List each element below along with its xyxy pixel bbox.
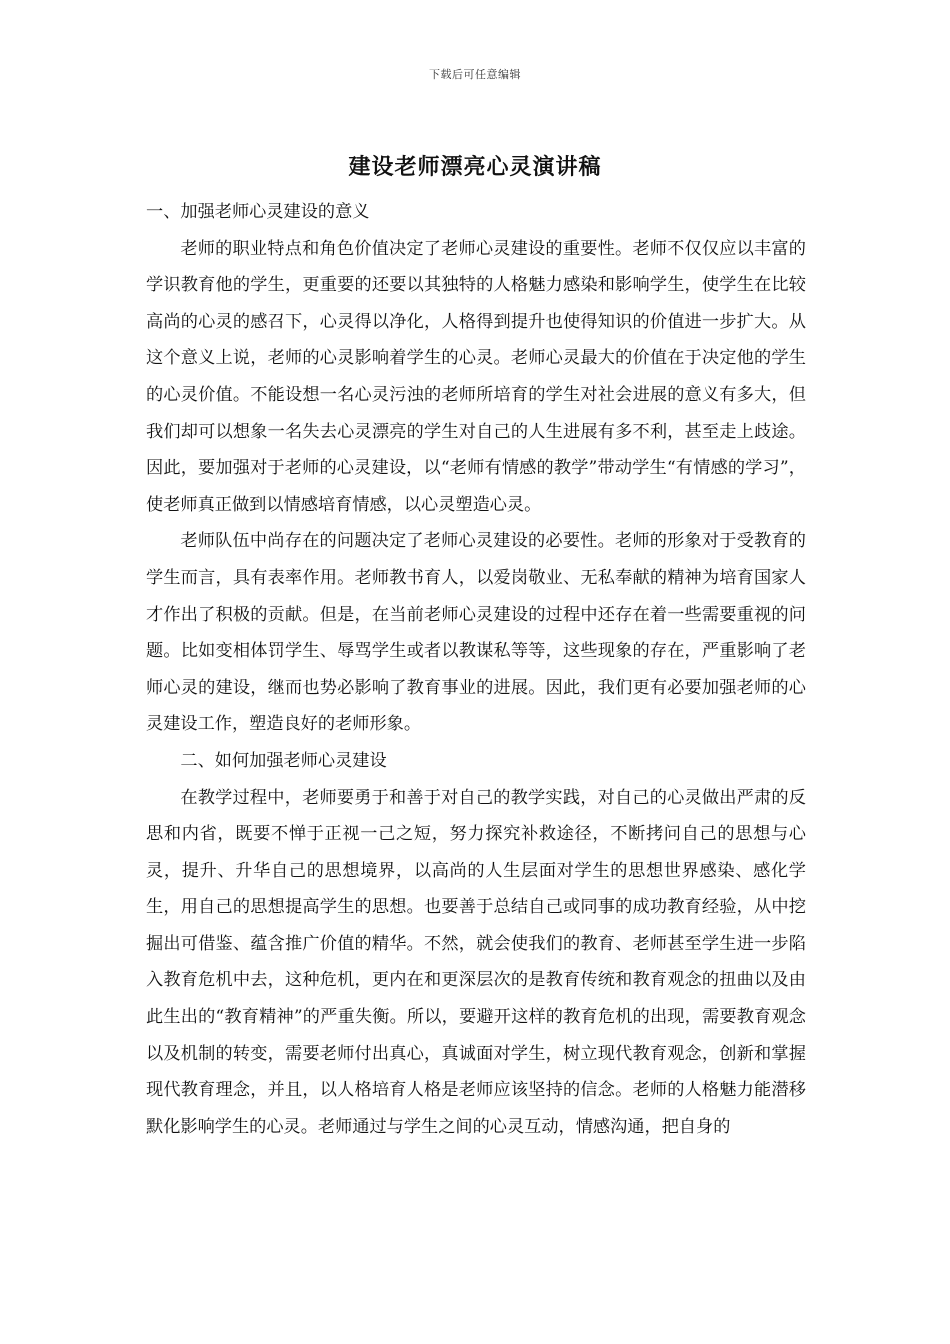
header-note: 下载后可任意编辑	[429, 68, 521, 81]
section-heading-2: 二、如何加强老师心灵建设	[180, 750, 387, 771]
section-heading-1: 一、加强老师心灵建设的意义	[146, 202, 370, 222]
paragraph-1: 老师的职业特点和角色价值决定了老师心灵建设的重要性。老师不仅仅应以丰富的学识教育他的学生，更重要的还要以其独特的人格魅力感染和影响学生，使学生在比较高尚的心灵的感召下，心灵得以净化，人格得到提升也使得知识的价值进一步扩大。从这个意义上说，老师的心灵影响着学生的心灵。老师心灵最大的价值在于决定他的学生的心灵价值。不能设想一名心灵污浊的老师所培育的学生对社会进展的意义有多大，但我们却可以想象一名失去心灵漂亮的学生对自己的人生进展有多不利，甚至走上歧途。因此，要加强对于老师的心灵建设，以“老师有情感的教学”带动学生“有情感的学习”，使老师真正做到以情感培育情感，以心灵塑造心灵。	[146, 238, 806, 515]
document-body	[146, 194, 806, 1145]
paragraph-2: 老师队伍中尚存在的问题决定了老师心灵建设的必要性。老师的形象对于受教育的学生而言，具有表率作用。老师教书育人，以爱岗敬业、无私奉献的精神为培育国家人才作出了积极的贡献。但是，在当前老师心灵建设的过程中还存在着一些需要重视的问题。比如变相体罚学生、辱骂学生或者以教谋私等等，这些现象的存在，严重影响了老师心灵的建设，继而也势必影响了教育事业的进展。因此，我们更有必要加强老师的心灵建设工作，塑造良好的老师形象。	[146, 531, 806, 735]
paragraph-3: 在教学过程中，老师要勇于和善于对自己的教学实践，对自己的心灵做出严肃的反思和内省，既要不惮于正视一己之短，努力探究补救途径，不断拷问自己的思想与心灵，提升、升华自己的思想境界，以高尚的人生层面对学生的思想世界感染、感化学生，用自己的思想提高学生的思想。也要善于总结自己或同事的成功教育经验，从中挖掘出可借鉴、蕴含推广价值的精华。不然，就会使我们的教育、老师甚至学生进一步陷入教育危机中去，这种危机，更内在和更深层次的是教育传统和教育观念的扭曲以及由此生出的“教育精神”的严重失衡。所以，要避开这样的教育危机的出现，需要教育观念以及机制的转变，需要老师付出真心，真诚面对学生，树立现代教育观念，创新和掌握现代教育理念，并且，以人格培育人格是老师应该坚持的信念。老师的人格魅力能潜移默化影响学生的心灵。老师通过与学生之间的心灵互动，情感沟通，把自身的	[146, 787, 806, 1137]
document-title: 建设老师漂亮心灵演讲稿	[348, 154, 602, 180]
